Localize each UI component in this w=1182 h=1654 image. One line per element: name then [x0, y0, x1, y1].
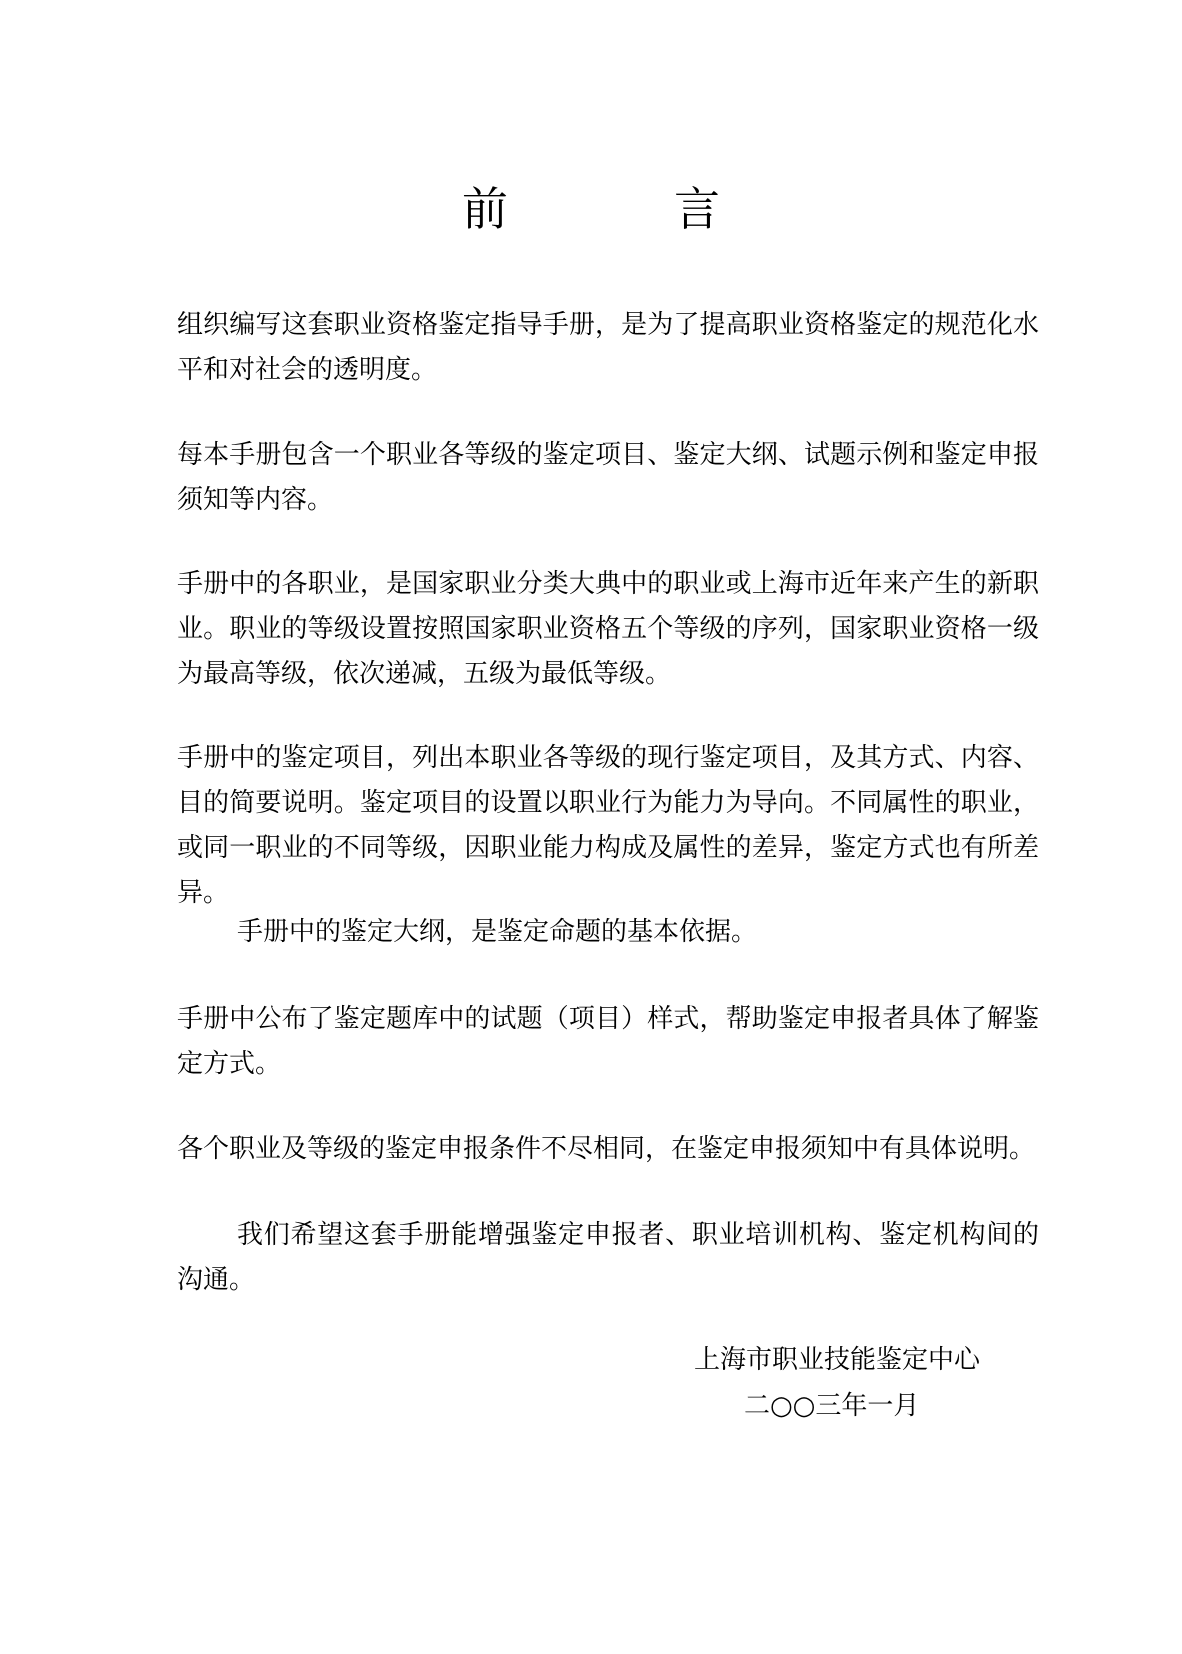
page-title: 前 言 [462, 182, 780, 236]
signature-organization: 上海市职业技能鉴定中心 [694, 1345, 981, 1375]
paragraph-communication: 我们希望这套手册能增强鉴定申报者、职业培训机构、鉴定机构间的沟通。 [177, 1220, 1039, 1295]
paragraph-purpose: 组织编写这套职业资格鉴定指导手册，是为了提高职业资格鉴定的规范化水平和对社会的透明度。 [177, 310, 1039, 385]
paragraph-outline: 手册中的鉴定大纲，是鉴定命题的基本依据。 [237, 917, 758, 947]
paragraph-contents: 每本手册包含一个职业各等级的鉴定项目、鉴定大纲、试题示例和鉴定申报须知等内容。 [177, 440, 1039, 515]
paragraph-application-conditions: 各个职业及等级的鉴定申报条件不尽相同，在鉴定申报须知中有具体说明。 [177, 1134, 1036, 1164]
paragraph-appraisal-items: 手册中的鉴定项目，列出本职业各等级的现行鉴定项目，及其方式、内容、目的简要说明。鉴定项目的设置以职业行为能力为导向。不同属性的职业，或同一职业的不同等级，因职业能力构成及属性的差异，鉴定方式也有所差异。 [177, 743, 1039, 908]
paragraph-occupations: 手册中的各职业，是国家职业分类大典中的职业或上海市近年来产生的新职业。职业的等级设置按照国家职业资格五个等级的序列，国家职业资格一级为最高等级，依次递减，五级为最低等级。 [177, 569, 1039, 689]
signature-date: 二○○三年一月 [744, 1391, 920, 1421]
paragraph-sample-questions: 手册中公布了鉴定题库中的试题（项目）样式，帮助鉴定申报者具体了解鉴定方式。 [177, 1004, 1039, 1079]
